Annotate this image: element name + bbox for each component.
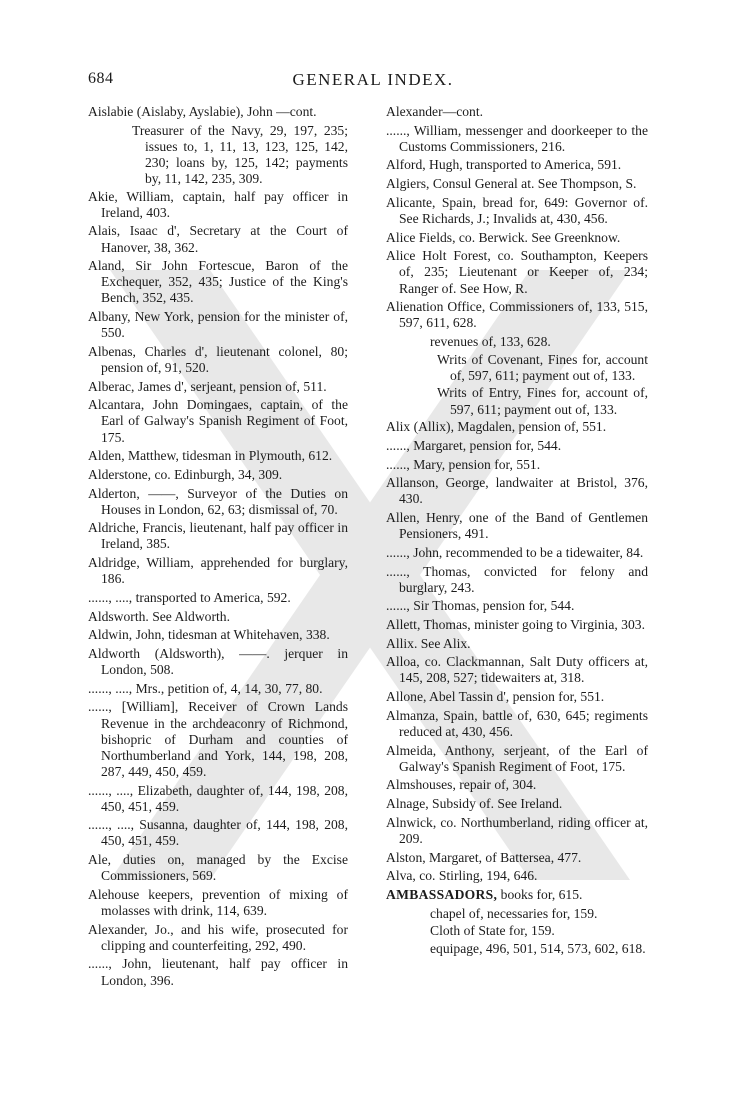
index-entry: Aldwin, John, tidesman at Whitehaven, 338. [88,627,330,643]
index-entry: ......, Mary, pension for, 551. [386,456,541,472]
index-entry: Alston, Margaret, of Battersea, 477. [386,849,582,865]
index-entry: ......, Sir Thomas, pension for, 544. [386,598,575,614]
index-entry: Allen, Henry, one of the Band of Gentlemen Pensioners, 491. [386,510,648,542]
index-entry: Alienation Office, Commissioners of, 133, 515, 597, 611, 628. [386,299,648,331]
index-entry: Allone, Abel Tassin d', pension for, 551. [386,689,605,705]
index-entry: ......, ...., Mrs., petition of, 4, 14, 30, 77, 80. [88,680,323,696]
index-entry: Ale, duties on, managed by the Excise Commissioners, 569. [88,852,348,884]
index-entry: Alnwick, co. Northumberland, riding officer at, 209. [386,814,648,846]
index-entry: Alnage, Subsidy of. See Ireland. [386,796,563,812]
index-entry: ......, ...., transported to America, 592. [88,589,291,605]
index-entry: Almeida, Anthony, serjeant, of the Earl of Galway's Spanish Regiment of Foot, 175. [386,742,648,774]
index-entry: Alice Holt Forest, co. Southampton, Keepers of, 235; Lieutenant or Keeper of, 234; Ranger of. See How, R. [386,248,648,296]
index-entry: ......, Margaret, pension for, 544. [386,437,562,453]
page-number: 684 [88,70,114,87]
index-entry: Alderton, ——, Surveyor of the Duties on Houses in London, 62, 63; dismissal of, 70. [88,485,348,517]
index-entry: ......, [William], Receiver of Crown Lands Revenue in the archdeaconry of Richmond, bishopric of Durham and counties of Northumberland and York, 144, 198, 208, 287, 449, 450, 459. [88,699,348,779]
running-title: GENERAL INDEX. [292,70,454,89]
index-entry: Allett, Thomas, minister going to Virginia, 303. [386,617,645,632]
index-entry: Alicante, Spain, bread for, 649: Governor of. See Richards, J.; Invalids at, 430, 456. [386,194,648,226]
index-entry: Algiers, Consul General at. See Thompson, S. [386,176,637,192]
index-subentry: Cloth of State for, 159. [430,923,555,939]
index-subentry: Treasurer of the Navy, 29, 197, 235; issues to, 1, 11, 13, 123, 125, 142, 230; loans by, 125, 142; payments by, 11, 142, 235, 309. [132,122,348,186]
index-entry: AMBASSADORS, books for, 615. [386,886,583,902]
index-entry: Allix. See Alix. [386,635,471,651]
index-entry: Albenas, Charles d', lieutenant colonel, 80; pension of, 91, 520. [88,343,348,375]
index-entry: ......, John, lieutenant, half pay officer in London, 396. [88,956,348,988]
index-entry: ......, ...., Elizabeth, daughter of, 144, 198, 208, 450, 451, 459. [88,782,348,814]
index-entry: Allanson, George, landwaiter at Bristol, 376, 430. [386,475,648,507]
index-subentry: equipage, 496, 501, 514, 573, 602, 618. [430,941,646,956]
index-subentry: revenues of, 133, 628. [430,333,551,349]
index-entry: Akie, William, captain, half pay officer in Ireland, 403. [88,188,348,220]
index-entry: ......, Thomas, convicted for felony and burglary, 243. [386,563,648,595]
index-entry: Alexander—cont. [386,104,484,119]
index-entry: Aland, Sir John Fortescue, Baron of the Exchequer, 352, 435; Justice of the King's Bench, 352, 435. [88,258,348,306]
index-entry: Alexander, Jo., and his wife, prosecuted for clipping and counterfeiting, 292, 490. [88,921,348,953]
index-entry: Alcantara, John Domingaes, captain, of the Earl of Galway's Spanish Regiment of Foot, 175. [88,397,348,445]
page-header [88,70,658,94]
index-entry: Almshouses, repair of, 304. [386,777,537,793]
index-entry: Alford, Hugh, transported to America, 591. [386,157,622,173]
index-entry: Aldridge, William, apprehended for burglary, 186. [88,555,348,587]
index-entry: Alais, Isaac d', Secretary at the Court of Hanover, 38, 362. [88,223,348,255]
index-entry: Alix (Allix), Magdalen, pension of, 551. [386,419,607,435]
index-column-left [88,104,348,991]
index-entry: Alderstone, co. Edinburgh, 34, 309. [88,466,283,482]
index-subentry: Writs of Covenant, Fines for, account of, 597, 611; payment out of, 133. [437,351,648,383]
index-entry: Aldsworth. See Aldworth. [88,608,230,624]
index-entry: Alehouse keepers, prevention of mixing of molasses with drink, 114, 639. [88,886,348,918]
index-subentry: chapel of, necessaries for, 159. [430,905,598,921]
index-column-right [386,104,648,959]
index-entry: ......, ...., Susanna, daughter of, 144, 198, 208, 450, 451, 459. [88,817,348,849]
index-entry: Almanza, Spain, battle of, 630, 645; regiments reduced at, 430, 456. [386,707,648,739]
index-entry: Aislabie (Aislaby, Ayslabie), John —cont. [88,104,317,119]
index-entry: Alva, co. Stirling, 194, 646. [386,868,538,884]
index-entry: Aldworth (Aldsworth), ——. jerquer in London, 508. [88,646,348,678]
index-entry: Albany, New York, pension for the minister of, 550. [88,309,348,341]
index-entry: ......, John, recommended to be a tidewaiter, 84. [386,544,644,560]
index-entry: Alloa, co. Clackmannan, Salt Duty officers at, 145, 208, 527; tidewaiters at, 318. [386,654,648,686]
index-entry: ......, William, messenger and doorkeeper to the Customs Commissioners, 216. [386,122,648,154]
index-entry: Alden, Matthew, tidesman in Plymouth, 612. [88,448,333,464]
index-entry: Aldriche, Francis, lieutenant, half pay officer in Ireland, 385. [88,520,348,552]
index-entry: Alberac, James d', serjeant, pension of, 511. [88,378,327,394]
index-subentry: Writs of Entry, Fines for, account of, 597, 611; payment out of, 133. [437,385,648,417]
index-entry: Alice Fields, co. Berwick. See Greenknow. [386,229,621,245]
